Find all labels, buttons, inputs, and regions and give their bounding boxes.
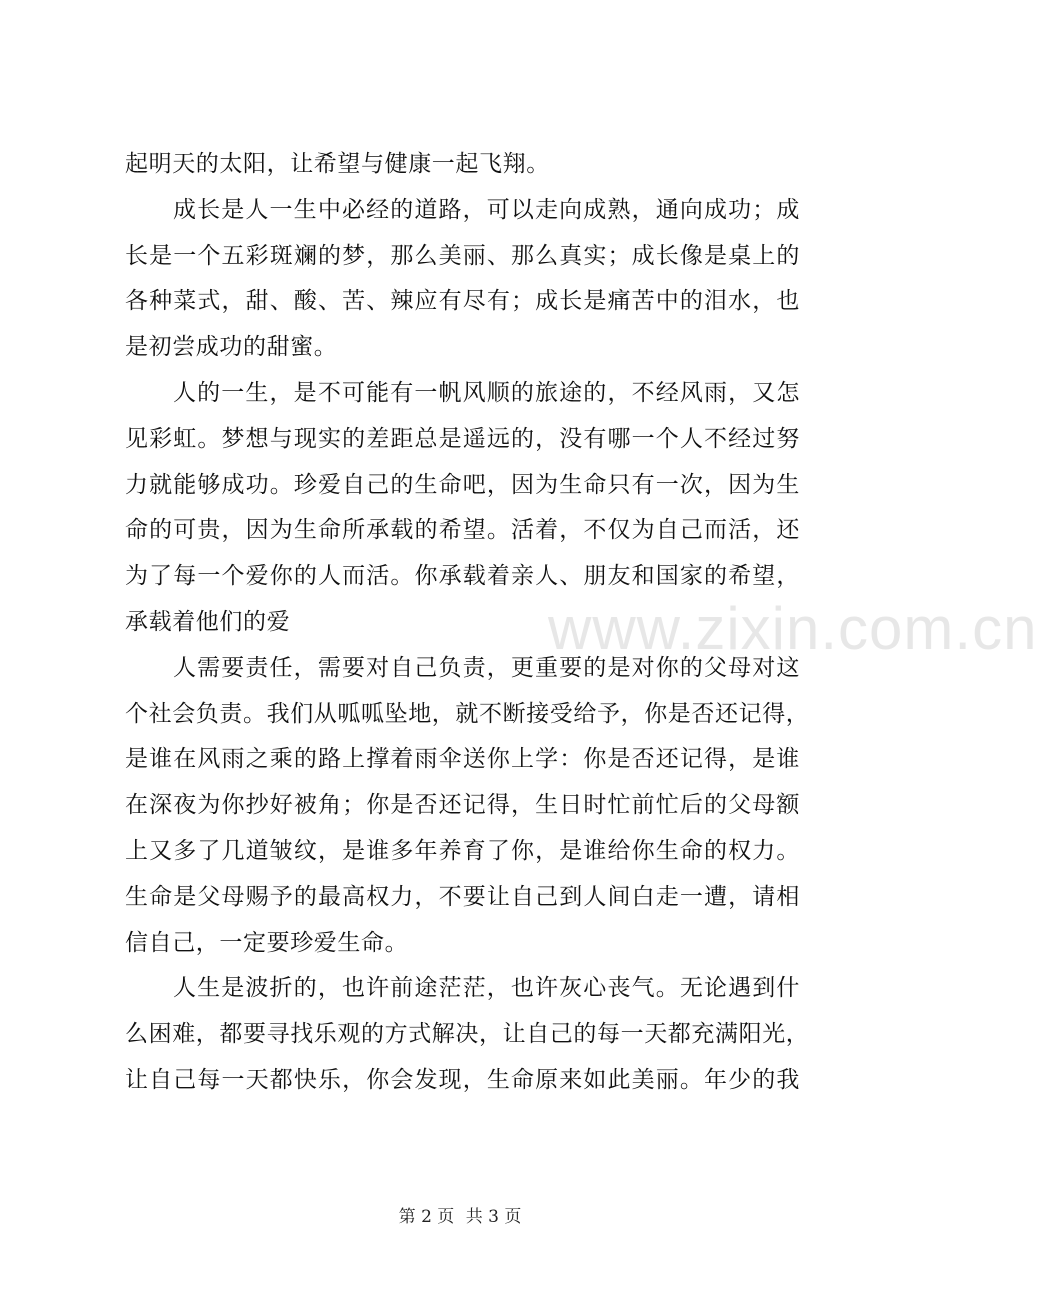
text-line: 承载着他们的爱 [125,608,291,635]
text-line: 成长是人一生中必经的道路，可以走向成熟，通向成功；成 [173,196,800,223]
watermark: www.zixin.com.cn [548,595,1037,662]
text-line: 见彩虹。梦想与现实的差距总是遥远的，没有哪一个人不经过努 [125,425,800,452]
text-line: 是谁在风雨之乘的路上撑着雨伞送你上学：你是否还记得，是谁 [125,746,800,773]
text-line: 让自己每一天都快乐，你会发现，生命原来如此美丽。年少的我 [125,1066,800,1093]
text-line: 各种菜式，甜、酸、苦、辣应有尽有；成长是痛苦中的泪水，也 [125,288,800,315]
page-number: 第 2 页 [398,1207,455,1227]
text-line: 长是一个五彩斑斓的梦，那么美丽、那么真实；成长像是桌上的 [125,242,800,269]
page-total: 共 3 页 [465,1207,522,1227]
text-line: 生命是父母赐予的最高权力，不要让自己到人间白走一遭，请相 [125,883,800,910]
text-line: 是初尝成功的甜蜜。 [125,334,338,361]
text-line: 在深夜为你抄好被角；你是否还记得，生日时忙前忙后的父母额 [125,792,800,819]
text-line: 起明天的太阳，让希望与健康一起飞翔。 [125,151,550,177]
text-line: 为了每一个爱你的人而活。你承载着亲人、朋友和国家的希望， [125,563,800,590]
page-footer [0,1202,920,1227]
text-line: 人需要责任，需要对自己负责，更重要的是对你的父母对这 [173,654,800,681]
text-line: 上又多了几道皱纹，是谁多年养育了你，是谁给你生命的权力。 [125,837,800,864]
paragraph-2 [125,188,800,371]
paragraph-5 [125,966,810,1103]
text-line: 么困难，都要寻找乐观的方式解决，让自己的每一天都充满阳光， [125,1021,810,1048]
text-line: 命的可贵，因为生命所承载的希望。活着，不仅为自己而活，还 [125,517,800,544]
text-line: 信自己，一定要珍爱生命。 [125,929,409,956]
text-line: 人生是波折的，也许前途茫茫，也许灰心丧气。无论遇到什 [173,975,800,1002]
paragraph-4 [125,646,810,967]
text-line: 人的一生，是不可能有一帆风顺的旅途的，不经风雨，又怎 [173,379,800,406]
paragraph-1 [125,142,800,188]
text-line: 力就能够成功。珍爱自己的生命吧，因为生命只有一次，因为生 [125,471,800,498]
text-line: 个社会负责。我们从呱呱坠地，就不断接受给予，你是否还记得， [125,700,810,727]
